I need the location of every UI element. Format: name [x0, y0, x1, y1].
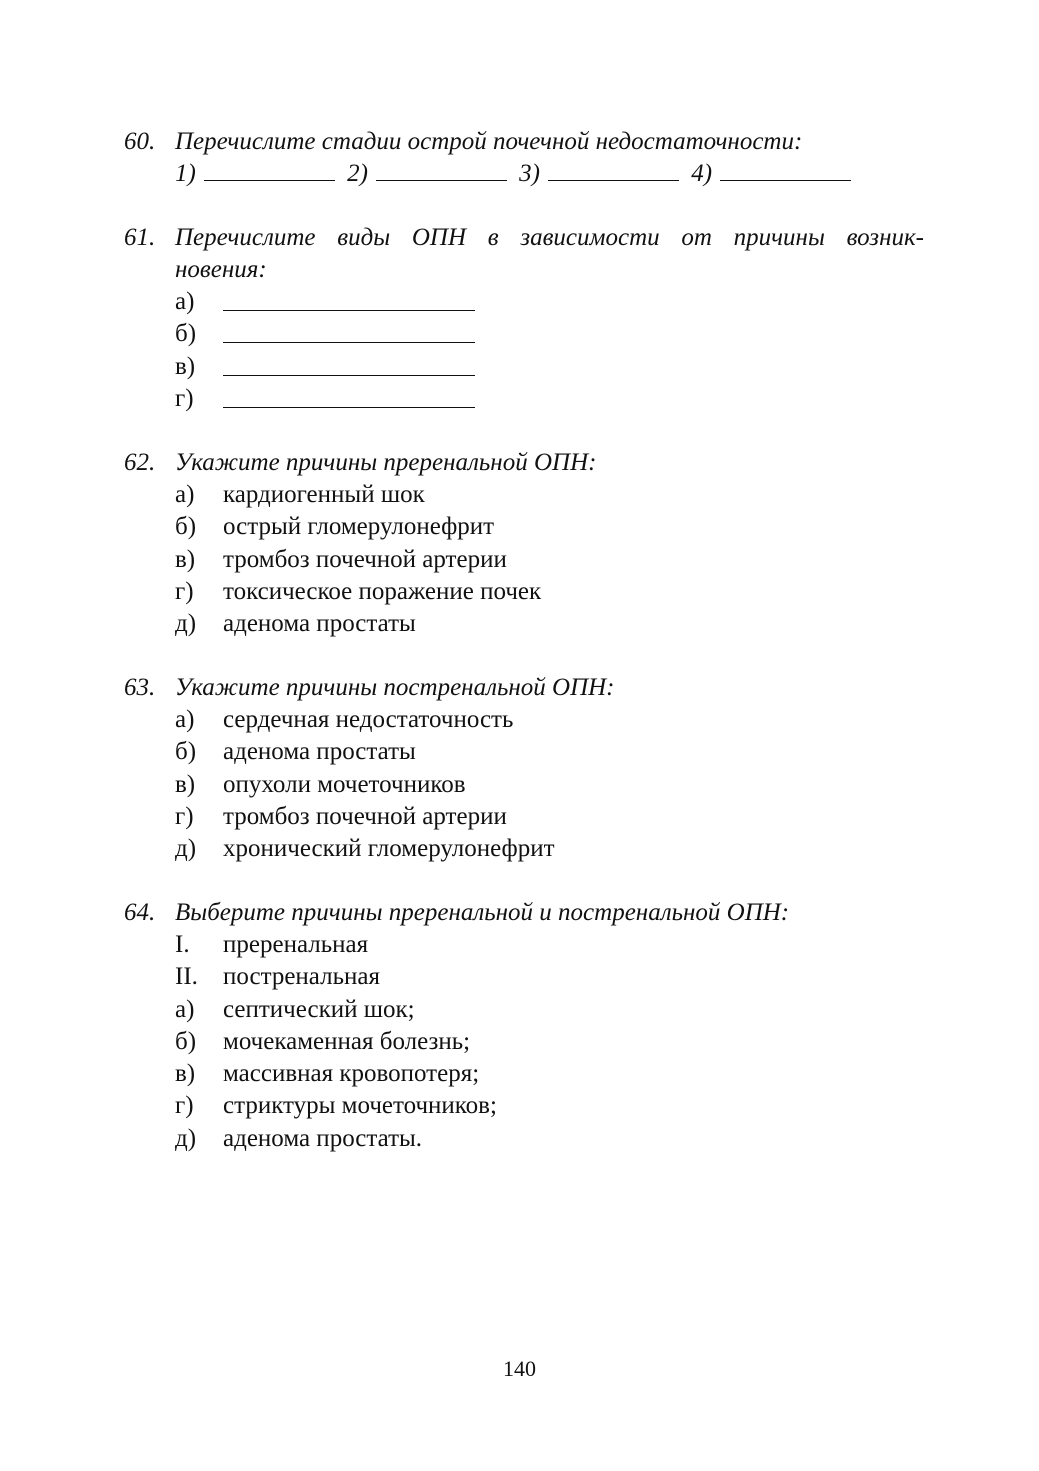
option-label: в) — [175, 545, 196, 573]
blank-label: 2) — [347, 160, 368, 187]
option-label: д) — [175, 1124, 197, 1152]
list-item — [175, 961, 924, 993]
option-label: г) — [175, 1092, 194, 1120]
option-label: а) — [175, 995, 195, 1023]
option-text: преренальная — [223, 931, 369, 958]
option-text: сердечная недостаточность — [223, 706, 514, 733]
option-text: мочекаменная болезнь; — [223, 1027, 471, 1055]
option-text: массивная кровопотеря; — [223, 1060, 480, 1088]
option-label: б) — [175, 513, 197, 541]
list-item — [175, 769, 924, 801]
answer-blank[interactable] — [548, 158, 679, 181]
answer-blank[interactable] — [204, 158, 335, 181]
option-label: б) — [175, 1027, 197, 1055]
question-63 — [124, 672, 924, 865]
option-label: в) — [175, 770, 196, 798]
list-item — [175, 608, 924, 640]
option-label: а) — [175, 706, 195, 733]
list-item — [175, 286, 924, 318]
question-text: Укажите причины постренальной ОПН: — [175, 674, 615, 701]
list-item — [175, 994, 924, 1026]
blank-label: 1) — [175, 160, 196, 187]
blank-label: 4) — [691, 160, 713, 187]
question-61 — [124, 222, 924, 415]
list-item — [175, 929, 924, 961]
option-text: аденома простаты — [223, 738, 416, 766]
list-item — [175, 1058, 924, 1090]
option-label: д) — [175, 610, 197, 638]
answer-blank[interactable] — [376, 158, 507, 181]
option-label: д) — [175, 835, 197, 863]
question-text: Выберите причины преренальной и постренальной ОПН: — [175, 899, 790, 926]
option-label: в) — [175, 352, 196, 380]
page-number: 140 — [503, 1356, 536, 1381]
list-item — [175, 544, 924, 576]
question-text: Перечислите стадии острой почечной недостаточности: — [175, 128, 803, 155]
list-item — [175, 318, 924, 350]
option-text: тромбоз почечной артерии — [223, 545, 507, 573]
list-item — [175, 351, 924, 383]
option-label: а) — [175, 288, 195, 315]
list-item — [175, 736, 924, 768]
question-number: 61. — [124, 224, 156, 251]
option-text: тромбоз почечной артерии — [223, 802, 507, 830]
option-list — [124, 704, 924, 865]
answer-blanks — [124, 158, 924, 190]
list-item — [175, 801, 924, 833]
option-text: опухоли мочеточников — [223, 770, 466, 798]
option-text: постренальная — [223, 963, 380, 991]
option-text: кардиогенный шок — [223, 481, 425, 508]
option-list — [124, 286, 924, 415]
option-text: токсическое поражение почек — [223, 577, 542, 605]
list-item — [175, 704, 924, 736]
list-item — [175, 1090, 924, 1122]
option-list — [124, 479, 924, 640]
option-label: в) — [175, 1060, 196, 1088]
list-item — [175, 1026, 924, 1058]
question-number: 60. — [124, 128, 156, 155]
option-label: г) — [175, 802, 194, 830]
question-number: 63. — [124, 674, 156, 701]
option-label: б) — [175, 738, 197, 766]
answer-blank[interactable] — [223, 318, 475, 343]
option-label: II. — [175, 963, 198, 991]
list-item — [175, 833, 924, 865]
option-text: септический шок; — [223, 995, 415, 1023]
blank-label: 3) — [519, 160, 540, 187]
question-text: Перечислите виды ОПН в зависимости от причины возник- — [175, 224, 924, 251]
list-item — [175, 1123, 924, 1155]
option-text: острый гломерулонефрит — [223, 513, 495, 541]
question-number: 62. — [124, 449, 156, 476]
question-text: Укажите причины преренальной ОПН: — [175, 449, 597, 476]
question-text-continued: новения: — [175, 256, 267, 283]
option-label: г) — [175, 384, 194, 412]
answer-blank[interactable] — [223, 286, 475, 311]
answer-blank[interactable] — [223, 383, 475, 408]
answer-blank[interactable] — [720, 158, 851, 181]
option-label: б) — [175, 320, 197, 348]
option-label: I. — [175, 931, 190, 958]
list-item — [175, 511, 924, 543]
question-number: 64. — [124, 899, 156, 926]
option-text: аденома простаты — [223, 610, 416, 638]
option-text: стриктуры мочеточников; — [223, 1092, 497, 1120]
option-label: г) — [175, 577, 194, 605]
question-62 — [124, 447, 924, 640]
list-item — [175, 479, 924, 511]
option-label: а) — [175, 481, 195, 508]
list-item — [175, 383, 924, 415]
list-item — [175, 576, 924, 608]
question-60 — [124, 126, 924, 190]
option-list — [124, 929, 924, 1155]
option-text: хронический гломерулонефрит — [223, 835, 555, 863]
option-text: аденома простаты. — [223, 1124, 423, 1152]
question-64 — [124, 897, 924, 1155]
answer-blank[interactable] — [223, 351, 475, 376]
